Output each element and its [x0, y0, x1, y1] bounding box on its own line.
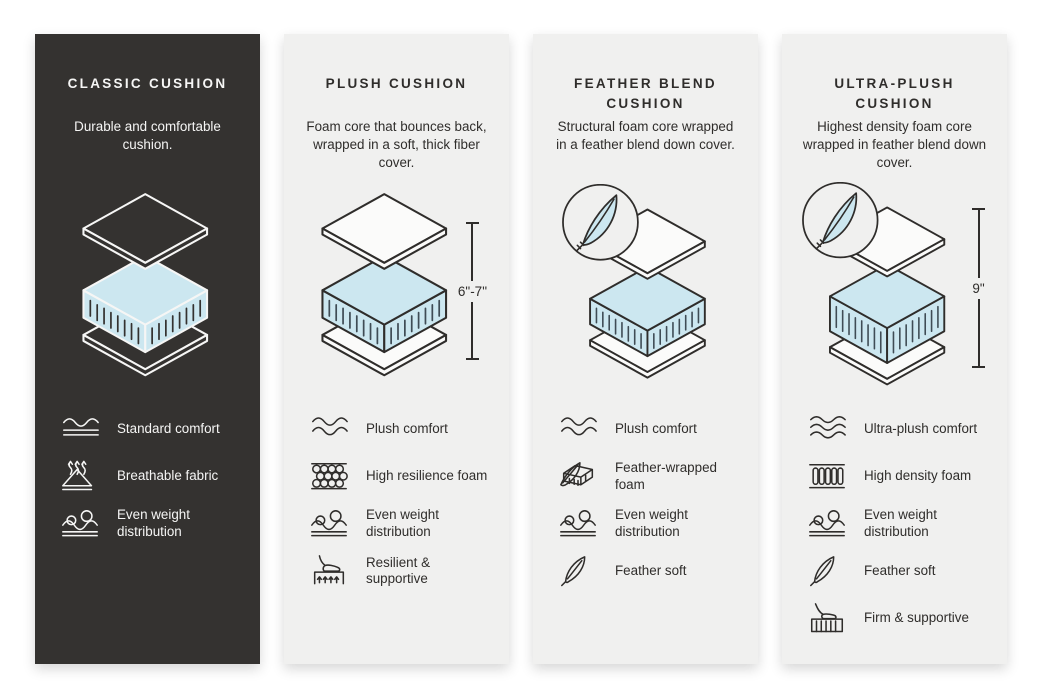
- card-feather-blend-cushion: [533, 34, 758, 664]
- card-title: CLASSIC CUSHION: [67, 76, 228, 91]
- thickness-dimension: [458, 222, 487, 360]
- plush-comfort-icon: [308, 412, 352, 446]
- feature-list: [553, 412, 738, 588]
- feature-label: Breathable fabric: [117, 468, 219, 484]
- card-title: PLUSH CUSHION: [325, 76, 468, 91]
- feather-soft-icon: [806, 554, 850, 588]
- feature-label: Feather soft: [615, 562, 687, 578]
- layered-cushion-icon: [301, 189, 473, 383]
- feature-item: [557, 412, 738, 446]
- card-classic-cushion: [35, 34, 260, 664]
- feature-label: Resilient & supportive: [366, 554, 431, 587]
- feature-item: [308, 554, 489, 588]
- feature-item: [59, 412, 240, 446]
- feather-badge: [803, 183, 878, 258]
- feature-item: [806, 412, 987, 446]
- feature-label: Feather-wrapped foam: [615, 459, 717, 492]
- dimension-cap-bottom: [972, 366, 985, 368]
- even-weight-icon: [59, 507, 103, 541]
- feature-item: [806, 459, 987, 493]
- feature-label: Firm & supportive: [864, 610, 969, 626]
- feature-list: [304, 412, 489, 588]
- card-ultra-plush-cushion: [782, 34, 1007, 664]
- feature-item: [308, 459, 489, 493]
- feature-list: [55, 412, 240, 541]
- feature-label: High density foam: [864, 468, 972, 484]
- ultra-plush-comfort-icon: [806, 412, 850, 446]
- dimension-line: [978, 299, 980, 367]
- thickness-label: 9": [972, 280, 985, 296]
- feature-item: [557, 507, 738, 541]
- feature-label: High resilience foam: [366, 468, 488, 484]
- layered-cushion-feather-icon: [559, 184, 731, 388]
- card-title: ULTRA-PLUSH CUSHION: [834, 76, 955, 111]
- breathable-fabric-icon: [59, 459, 103, 493]
- feature-label: Plush comfort: [366, 420, 448, 436]
- feature-label: Standard comfort: [117, 420, 220, 436]
- card-title: FEATHER BLEND CUSHION: [574, 76, 717, 111]
- cushion-illustration: [802, 180, 987, 392]
- feature-item: [59, 507, 240, 541]
- feather-soft-icon: [557, 554, 601, 588]
- cushion-illustration: [55, 180, 240, 392]
- feature-item: [806, 554, 987, 588]
- layered-cushion-icon: [62, 189, 234, 383]
- feature-item: [59, 459, 240, 493]
- high-resilience-foam-icon: [308, 459, 352, 493]
- standard-comfort-icon: [59, 412, 103, 446]
- even-weight-icon: [806, 507, 850, 541]
- cushion-illustration: [304, 180, 489, 392]
- dimension-line: [471, 224, 473, 281]
- even-weight-icon: [308, 507, 352, 541]
- card-description: Durable and comfortable cushion.: [74, 119, 221, 152]
- dimension-line: [978, 210, 980, 278]
- feature-label: Even weight distribution: [117, 507, 190, 539]
- feature-label: Feather soft: [864, 562, 936, 578]
- card-description: Highest density foam core wrapped in feather blend down cover.: [802, 119, 987, 170]
- even-weight-icon: [557, 507, 601, 541]
- feather-badge: [563, 185, 638, 260]
- feature-item: [806, 507, 987, 541]
- feather-wrapped-foam-icon: [557, 459, 601, 493]
- card-plush-cushion: [284, 34, 509, 664]
- feature-item: [308, 507, 489, 541]
- thickness-dimension: [972, 208, 985, 368]
- layered-cushion-feather-icon: [799, 182, 970, 390]
- feature-list: [802, 412, 987, 636]
- firm-supportive-icon: [806, 601, 850, 635]
- feature-item: [806, 601, 987, 635]
- feature-label: Even weight distribution: [366, 507, 439, 539]
- feature-item: [308, 412, 489, 446]
- feature-label: Ultra-plush comfort: [864, 420, 978, 436]
- feature-label: Even weight distribution: [615, 507, 688, 539]
- cushion-illustration: [553, 180, 738, 392]
- dimension-cap-bottom: [466, 358, 479, 360]
- feature-label: Plush comfort: [615, 420, 697, 436]
- cushion-comparison-board: [35, 34, 1007, 664]
- card-description: Structural foam core wrapped in a feather blend down cover.: [556, 119, 735, 152]
- dimension-line: [471, 302, 473, 359]
- feature-label: Even weight distribution: [864, 507, 937, 539]
- high-density-foam-icon: [806, 459, 850, 493]
- feature-item: [557, 459, 738, 493]
- thickness-label: 6"-7": [457, 283, 487, 299]
- resilient-supportive-icon: [308, 554, 352, 588]
- feature-item: [557, 554, 738, 588]
- card-description: Foam core that bounces back, wrapped in a soft, thick fiber cover.: [306, 119, 487, 170]
- plush-comfort-icon: [557, 412, 601, 446]
